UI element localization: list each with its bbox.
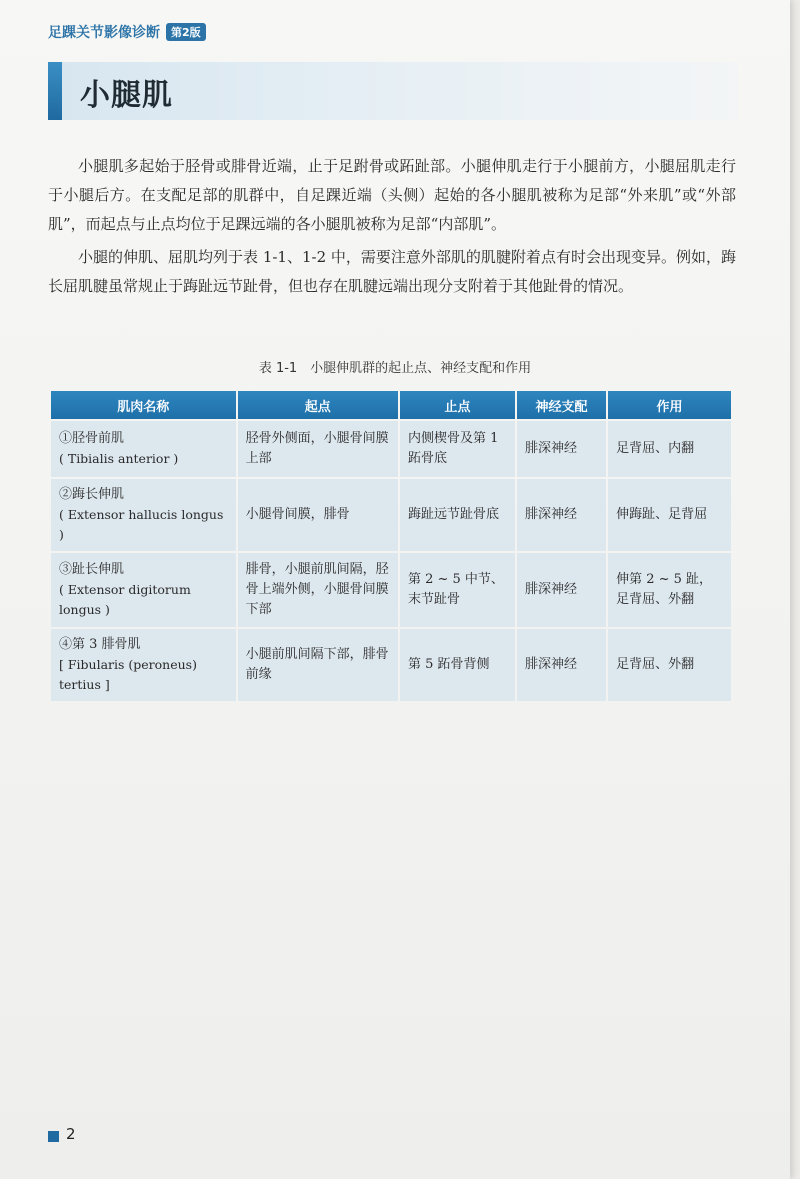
nerve-cell: 腓深神经: [517, 629, 606, 701]
paragraph: 小腿的伸肌、屈肌均列于表 1-1、1-2 中，需要注意外部肌的肌腱附着点有时会出现变异。例如，踇长屈肌腱虽常规止于踇趾远节趾骨，但也存在肌腱远端出现分支附着于其他趾骨的情况。: [48, 248, 736, 295]
action-cell: 伸第 2 ~ 5 趾，足背屈、外翻: [608, 553, 731, 627]
running-head: [48, 22, 206, 42]
table-row: [51, 421, 731, 477]
table-row: [51, 553, 731, 627]
nerve-cell: 腓深神经: [517, 553, 606, 627]
header-origin: 起点: [238, 391, 398, 419]
muscle-name-cn: ②踇长伸肌: [59, 487, 125, 502]
muscle-name-cn: ④第 3 腓骨肌: [59, 637, 141, 652]
page-marker-square: [48, 1131, 59, 1142]
insertion-cell: 第 2 ~ 5 中节、末节趾骨: [400, 553, 515, 627]
muscle-name-en: [ Fibularis (peroneus) tertius ]: [59, 657, 197, 692]
origin-cell: 腓骨，小腿前肌间隔，胫骨上端外侧，小腿骨间膜下部: [238, 553, 398, 627]
nerve-cell: 腓深神经: [517, 421, 606, 477]
muscle-name-cn: ③趾长伸肌: [59, 562, 125, 577]
header-action: 作用: [608, 391, 731, 419]
page-number: 2: [66, 1125, 76, 1143]
header-insertion: 止点: [400, 391, 515, 419]
table-header-row: [51, 391, 731, 419]
muscle-name-en: ( Extensor hallucis longus ): [59, 507, 224, 542]
insertion-cell: 内侧楔骨及第 1 跖骨底: [400, 421, 515, 477]
muscle-name-cn: ①胫骨前肌: [59, 431, 125, 446]
action-cell: 足背屈、外翻: [608, 629, 731, 701]
insertion-cell: 踇趾远节趾骨底: [400, 479, 515, 551]
header-muscle-name: 肌肉名称: [51, 391, 236, 419]
muscle-name-cell: [51, 479, 236, 551]
nerve-cell: 腓深神经: [517, 479, 606, 551]
origin-cell: 小腿前肌间隔下部，腓骨前缘: [238, 629, 398, 701]
section-title: 小腿肌: [80, 78, 173, 113]
edition-badge: 第2版: [166, 23, 206, 41]
action-cell: 伸踇趾、足背屈: [608, 479, 731, 551]
muscle-name-cell: [51, 629, 236, 701]
muscle-name-en: ( Extensor digitorum longus ): [59, 582, 191, 617]
table-caption: 表 1-1 小腿伸肌群的起止点、神经支配和作用: [258, 361, 532, 376]
insertion-cell: 第 5 跖骨背侧: [400, 629, 515, 701]
book-title: 足踝关节影像诊断: [48, 25, 160, 41]
muscle-name-en: ( Tibialis anterior ): [59, 451, 179, 466]
origin-cell: 胫骨外侧面，小腿骨间膜上部: [238, 421, 398, 477]
muscle-table: [49, 389, 733, 703]
action-cell: 足背屈、内翻: [608, 421, 731, 477]
origin-cell: 小腿骨间膜，腓骨: [238, 479, 398, 551]
banner-accent-bar: [48, 62, 62, 120]
muscle-name-cell: [51, 553, 236, 627]
muscle-name-cell: [51, 421, 236, 477]
header-nerve: 神经支配: [517, 391, 606, 419]
paragraph: 小腿肌多起始于胫骨或腓骨近端，止于足跗骨或跖趾部。小腿伸肌走行于小腿前方，小腿屈肌走行于小腿后方。在支配足部的肌群中，自足踝近端（头侧）起始的各小腿肌被称为足部“外来肌”或“外部肌”，而起点与止点均位于足踝远端的各小腿肌被称为足部“内部肌”。: [48, 157, 736, 233]
table-row: [51, 629, 731, 701]
section-banner: [48, 62, 738, 120]
table-row: [51, 479, 731, 551]
body-text: [48, 152, 736, 305]
